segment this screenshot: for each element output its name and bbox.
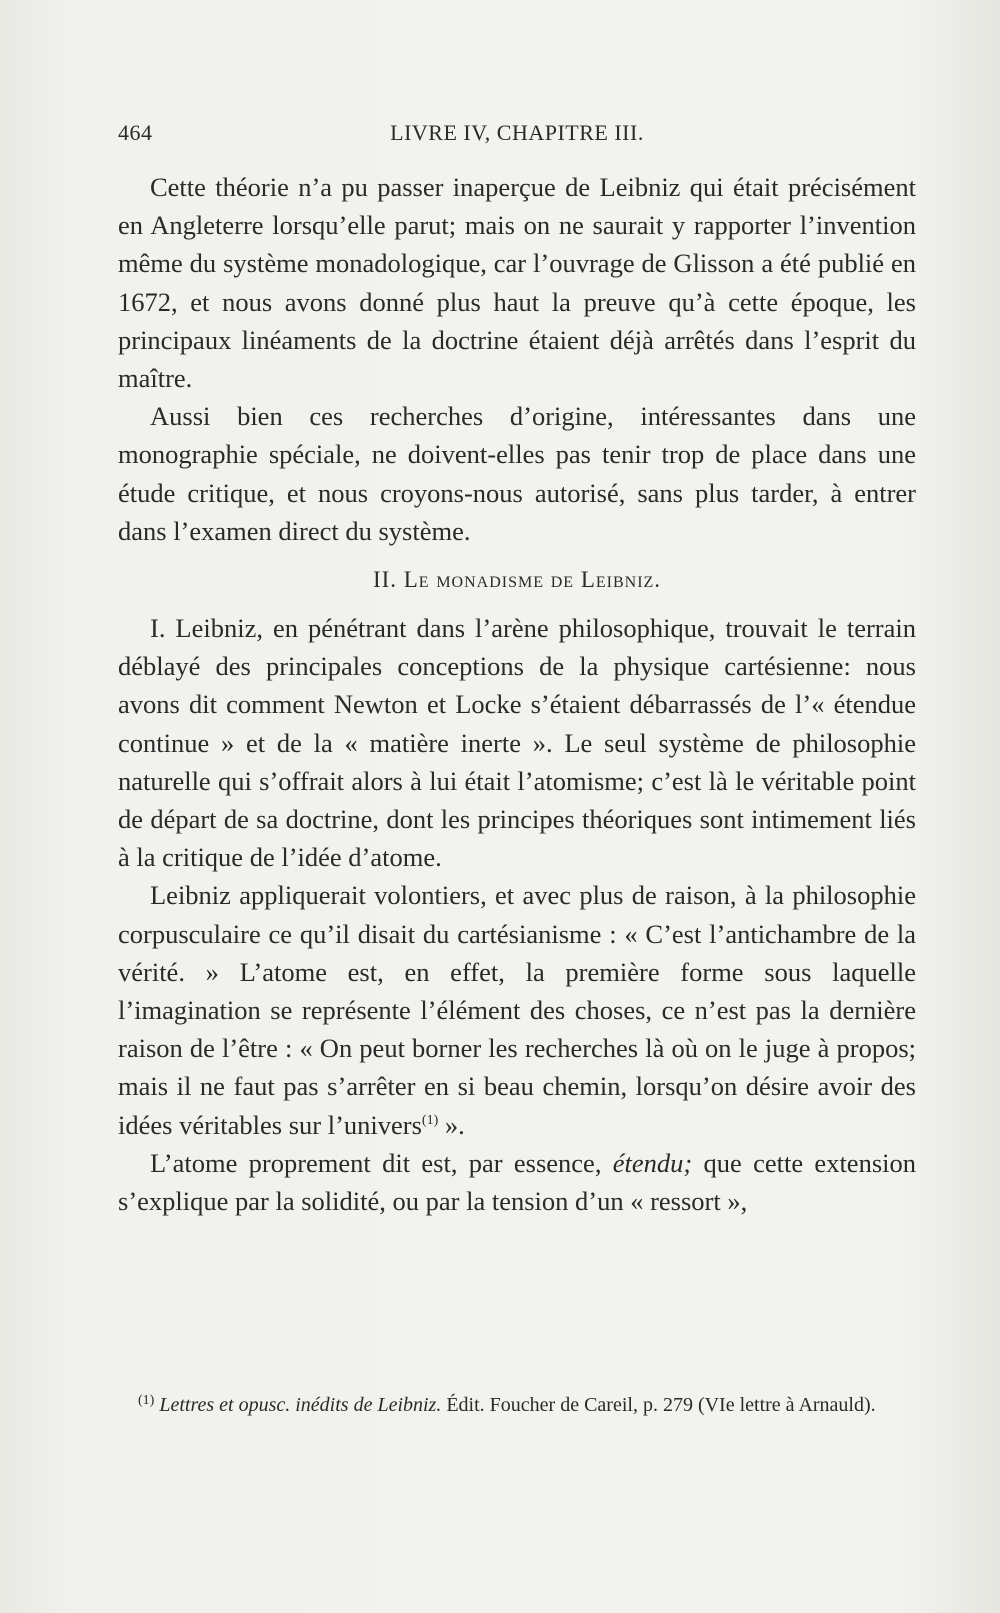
- paragraph-4-text: Leibniz appliquerait volontiers, et avec plus de raison, à la philosophie corpusculaire ce qu’il disait du cartésianisme : « C’est l’antichambre de la vérité. » L’atome est, en effet, la première forme sous laquelle l’imagination se représente l’élément des choses, ce n’est pas la dernière raison de l’être : « On peut borner les recherches là où on le juge à propos; mais il ne faut pas s’arrêter en si beau chemin, lorsqu’on désire avoir des idées véritables sur l’univers: [118, 880, 916, 1140]
- paragraph-5-start: L’atome proprement dit est, par essence,: [150, 1147, 613, 1178]
- footnote-italic: Lettres et opusc. inédits de Leibniz.: [159, 1394, 442, 1416]
- page-number: 464: [118, 120, 153, 145]
- paragraph-5-end: que cette extension s’explique par la solidité, ou par la tension d’un « ressort »,: [118, 1147, 916, 1217]
- paragraph-1: Cette théorie n’a pu passer inaperçue de Leibniz qui était précisément en Angleterre lorsqu’elle parut; mais on ne saurait y rapporter l’invention même du système monadologique, car l’ouvrage de Glisson a été publié en 1672, et nous avons donné plus haut la preuve qu’à cette époque, les principaux linéaments de la doctrine étaient déjà arrêtés dans l’esprit du maître.: [118, 172, 916, 394]
- running-title: LIVRE IV, CHAPITRE III.: [390, 120, 644, 145]
- paragraph-2: Aussi bien ces recherches d’origine, intéressantes dans une monographie spéciale, ne doivent-elles pas tenir trop de place dans une étude critique, et nous croyons-nous autorisé, sans plus tarder, à entrer dans l’examen direct du système.: [118, 401, 916, 546]
- section-heading: II. Le monadisme de Leibniz.: [372, 567, 662, 593]
- body-text: [118, 168, 916, 1220]
- footnote-reference: (1): [421, 1112, 439, 1128]
- footnote-marker: (1): [138, 1393, 155, 1408]
- paragraph-3: I. Leibniz, en pénétrant dans l’arène philosophique, trouvait le terrain déblayé des principales conceptions de la physique cartésienne: nous avons dit comment Newton et Locke s’étaient débarrassés de l’« étendue continue » et de la « matière inerte ». Le seul système de philosophie naturelle qui s’offrait alors à lui était l’atomisme; c’est là le véritable point de départ de sa doctrine, dont les principes théoriques sont intimement liés à la critique de l’idée d’atome.: [118, 613, 916, 873]
- paragraph-4: [118, 876, 916, 1143]
- paragraph-4-end: ».: [438, 1109, 465, 1140]
- paragraph-5-italic: étendu;: [612, 1147, 693, 1178]
- footnote-text: Édit. Foucher de Careil, p. 279 (VIe lettre à Arnauld).: [441, 1394, 876, 1416]
- paragraph-5: [118, 1144, 916, 1220]
- footnote: [118, 1390, 916, 1420]
